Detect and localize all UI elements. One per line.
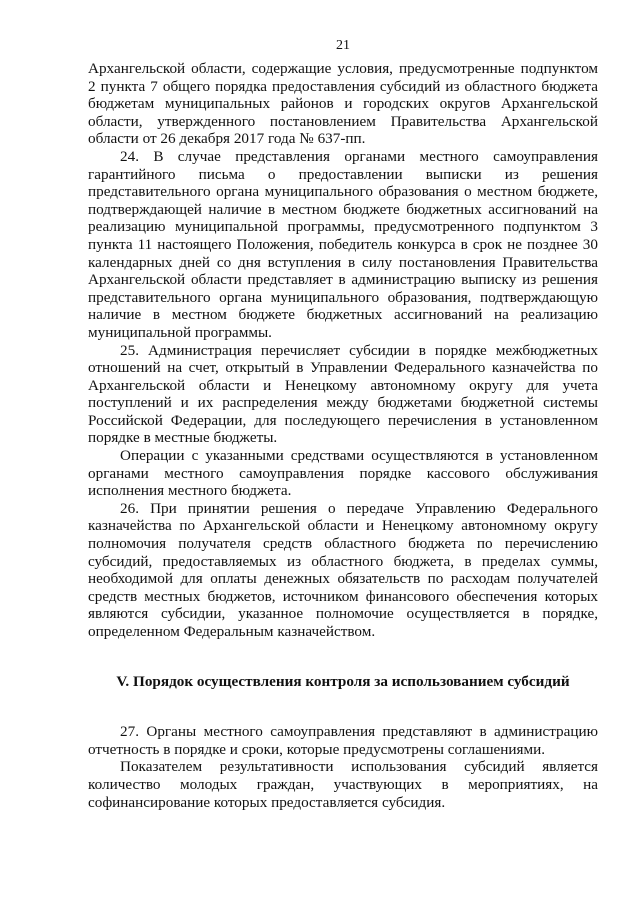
section-heading: V. Порядок осуществления контроля за использованием субсидий	[116, 672, 570, 690]
paragraph-item-24: 24. В случае представления органами местного самоуправления гарантийного письма о предоставлении выписки из решения представительного органа муниципального образования о местном бюджете, подтверждающей наличие в местном бюджете бюджетных ассигнований на реализацию муниципальной программы, предусмотренного подпунктом 3 пункта 11 настоящего Положения, победитель конкурса в срок не позднее 30 календарных дней со дня вступления в силу постановления Правительства Архангельской области представляет в администрацию выписку из решения представительного органа муниципального образования, подтверждающую наличие в местном бюджете бюджетных ассигнований на реализацию муниципальной программы.	[88, 147, 598, 341]
paragraph-operations: Операции с указанными средствами осуществляются в установленном органами местного самоуправления порядке кассового обслуживания исполнения местного бюджета.	[88, 447, 598, 500]
paragraph-item-26: 26. При принятии решения о передаче Управлению Федерального казначейства по Архангельской области и Ненецкому автономному округу полномочия получателя средств областного бюджета по перечислению субсидий, предоставляемых из областного бюджета, в пределах суммы, необходимой для оплаты денежных обязательств по расходам получателей средств местных бюджетов, источником финансового обеспечения которых являются субсидии, указанное полномочие осуществляется в порядке, определенном Федеральным казначейством.	[88, 499, 598, 640]
page-number: 21	[336, 38, 350, 53]
document-body	[88, 60, 598, 811]
paragraph-continuation: Архангельской области, содержащие условия, предусмотренные подпунктом 2 пункта 7 общего порядка предоставления субсидий из областного бюджета бюджетам муниципальных районов и городских округов Архангельской области, утвержденного постановлением Правительства Архангельской области от 26 декабря 2017 года № 637-пп.	[88, 60, 598, 148]
paragraph-performance-indicator: Показателем результативности использования субсидий является количество молодых граждан, участвующих в мероприятиях, на софинансирование которых предоставляется субсидия.	[88, 758, 598, 811]
paragraph-item-27: 27. Органы местного самоуправления представляют в администрацию отчетность в порядке и сроки, которые предусмотрены соглашениями.	[88, 723, 598, 758]
paragraph-item-25: 25. Администрация перечисляет субсидии в порядке межбюджетных отношений на счет, открытый в Управлении Федерального казначейства по Архангельской области и Ненецкому автономному округу для учета поступлений и их распределения между бюджетами бюджетной системы Российской Федерации, для последующего перечисления в установленном порядке в местные бюджеты.	[88, 341, 598, 447]
